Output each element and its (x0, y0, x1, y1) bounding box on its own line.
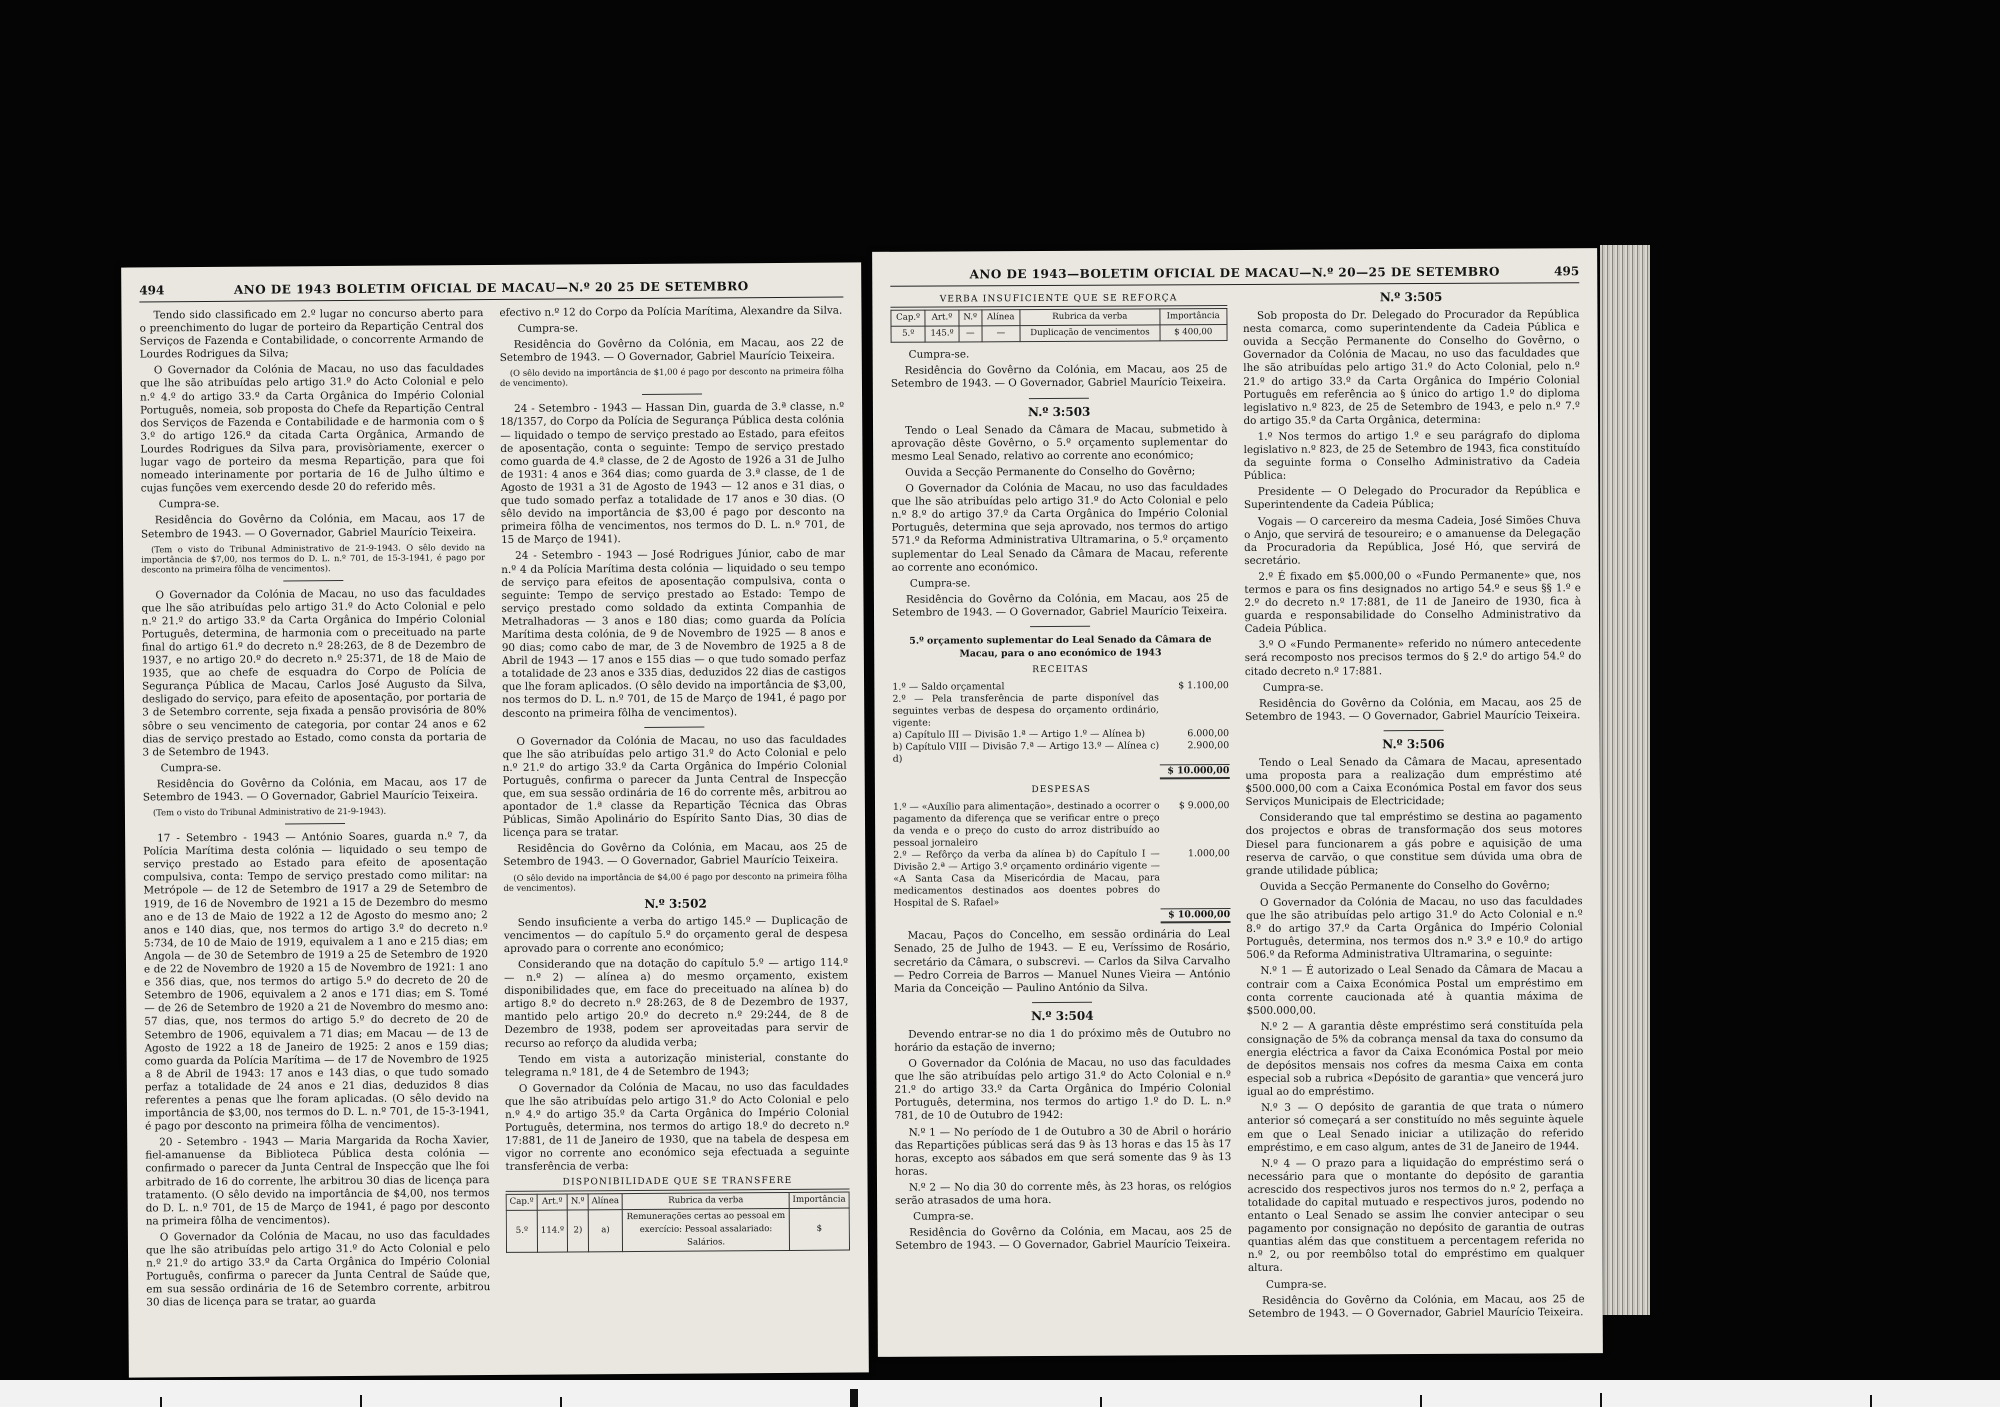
budget-row-label: 2.º — Refôrço da verba da alínea b) do Capítulo I — Divisão 2.ª — Artigo 3.º orçamento ordinário vigente — «A Santa Casa da Misericórdia de Macau, para medicamentos destinados aos doentes pobres do Hospital de S. Rafael» (893, 848, 1160, 910)
separator (1030, 626, 1090, 627)
left-column-1 (139, 307, 490, 1363)
paragraph: 3.º O «Fundo Permanente» referido no número antecedente será recomposto nos precisos termos do § 2.º do artigo 54.º do citado decreto n.º 17:881. (1244, 637, 1582, 678)
paragraph: N.º 3 — O depósito de garantia de que trata o número anterior só começará a ser constituído no mês seguinte àquele em que o Leal Senado iniciar a utilização do referido empréstimo, e em caso algum, antes de 31 de Janeiro de 1944. (1247, 1100, 1584, 1154)
paragraph: Considerando que tal empréstimo se destina ao pagamento dos projectos e obras de transformação dos seus motores Diesel para funcionarem a gás pobre e aquisição de uma reserva de carvão, o que constitue sem dúvida uma obra de grande utilidade pública; (1245, 810, 1583, 877)
table-header: Importância (789, 1192, 849, 1209)
reinforce-table (890, 308, 1227, 343)
paragraph: N.º 1 — No período de 1 de Outubro a 30 de Abril o horário das Repartições públicas será das 9 às 13 horas e das 15 às 17 horas, excepto aos sábados em que será somente das 9 às 13 horas. (894, 1124, 1232, 1178)
budget-row-amount: $ 9.000,00 (1178, 800, 1230, 812)
table-header: Alínea (588, 1193, 623, 1209)
paragraph: Tendo sido classificado em 2.º lugar no concurso aberto para o preenchimento do lugar de porteiro da Repartição Central dos Serviços de Fazenda e Contabilidade, o concorrente Armando de Lourdes Rodrigues da Silva; (139, 307, 484, 361)
paragraph: Tendo o Leal Senado da Câmara de Macau, apresentado uma proposta para a realização dum empréstimo até $500.000,00 com a Caixa Económica Postal em favor dos seus Serviços Municipais de Electricidade; (1245, 755, 1582, 809)
despesas-total: $ 10.000,00 (1160, 908, 1230, 923)
table-cell: 5.º (891, 326, 925, 342)
signature-line: Residência do Govêrno da Colónia, em Macau, aos 17 de Setembro de 1943. — O Governador, Gabriel Maurício Teixeira. (140, 512, 485, 540)
right-page-header (890, 262, 1579, 287)
budget-row-amount: 2.900,00 (1187, 740, 1230, 752)
right-page (872, 248, 1603, 1357)
budget-row (893, 848, 1230, 910)
signature-line: Residência do Govêrno da Colónia, em Macau, aos 25 de Setembro de 1943. — O Governador, Gabriel Maurício Teixeira. (503, 840, 848, 869)
paragraph: Sendo insuficiente a verba do artigo 145.º — Duplicação de vencimentos — do capítulo 5.º do orçamento geral de despesa aprovado para o corrente ano económico; (503, 914, 848, 955)
budget-row-label: a) Capítulo III — Divisão 1.ª — Artigo 1.º — Alínea b) (892, 728, 1146, 742)
table-title: VERBA INSUFICIENTE QUE SE REFORÇA (890, 292, 1227, 308)
scan-mark (850, 1389, 858, 1407)
separator (642, 394, 702, 395)
paragraph: N.º 4 — O prazo para a liquidação do empréstimo será o necessário para que o montante do depósito de garantia acrescido dos respectivos juros nos termos do n.º 2, perfaça a totalidade do capital mutuado e respectivos juros, podendo no entanto o Leal Senado se assim lhe convier antecipar o seu pagamento por consignação no depósito de garantia de outras quantias além das que constituem a percentagem referida no n.º 2, ou por reembôlso total do empréstimo em qualquer altura. (1247, 1155, 1585, 1275)
transfer-table (506, 1191, 850, 1253)
separator (1032, 1002, 1092, 1003)
paragraph: 20 - Setembro - 1943 — Maria Margarida da Rocha Xavier, fiel-amanuense da Biblioteca Pública desta colónia — confirmado o parecer da Junta Central de Inspecção que lhe foi arbitrado de 16 do corrente, lhe arbitrou 30 dias de licença para tratamento. (O sêlo devido na importância de $4,00, nos termos do D. L. n.º 701, de 15 de Março de 1941, é pago por desconto na primeira fôlha de vencimentos). (145, 1134, 490, 1228)
cumpra-se: Cumpra-se. (908, 348, 970, 361)
table-cell: — (959, 326, 982, 342)
paragraph: O Governador da Colónia de Macau, no uso das faculdades que lhe são atribuídas pelo artigo 31.º do Acto Colonial e n.º 21.º do artigo 33.º da Carta Orgânica do Império Colonial Português, determina, nos termos do artigo 1.º do D. L. n.º 781, de 10 de Outubro de 1942: (894, 1056, 1232, 1123)
table-cell: 114.º (537, 1210, 567, 1252)
paragraph: 17 - Setembro - 1943 — António Soares, guarda n.º 7, da Polícia Marítima desta colónia — liquidado o seu tempo de serviço prestado ao Estado para efeito de aposentação compulsiva, conta: Tempo de serviço prestado como militar: na Metrópole — de 12 de Setembro de 1917 a 29 de Setembro de 1919, de 16 de Novembro de 1921 a 15 de Dezembro do mesmo ano e de 13 de Maio de 1922 a 12 de Agosto do mesmo ano; 2 anos e 140 dias, que, nos termos do artigo 3.º do decreto n.º 5:734, de 10 de Maio de 1919, equivalem a 1 ano e 215 dias; em Angola — de 30 de Setembro de 1919 a 25 de Setembro de 1920 e de 22 de Novembro de 1920 a 15 de Novembro de 1921: 1 ano e 356 dias, que, nos termos do artigo 5.º do decreto de 20 de Setembro de 1906, equivalem a 2 anos e 171 dias; em S. Tomé — de 26 de Setembro de 1920 a 21 de Novembro do mesmo ano: 57 dias, que, nos termos do artigo 5.º do decreto de 20 de Setembro de 1906, equivalem a 71 dias; em Macau — de 13 de Agosto de 1922 a 18 de Janeiro de 1925: 2 anos e 159 dias; como guarda da Polícia Marítima — de 17 de Novembro de 1925 a 8 de Abril de 1943: 17 anos e 143 dias, o que tudo somado perfaz a totalidade de 24 anos e 21 dias, deduzidos 8 dias referentes a penas que lhe foram aplicadas. (O sêlo devido na importância de $3,00, nos termos do D. L. n.º 701, de 15-3-1941, é pago por desconto na primeira fôlha de vencimentos). (143, 830, 490, 1133)
paragraph: Ouvida a Secção Permanente do Conselho do Govêrno; (905, 465, 1196, 479)
right-page-number: 495 (1554, 264, 1580, 279)
decree-number-3504: N.º 3:504 (1031, 1008, 1094, 1023)
decree-number-3506: N.º 3:506 (1382, 736, 1445, 752)
left-column-2 (499, 305, 850, 1361)
table-cell: Duplicação de vencimentos (1020, 325, 1160, 342)
paragraph: N.º 1 — É autorizado o Leal Senado da Câmara de Macau a contrair com a Caixa Económica Postal um empréstimo em conta corrente caucionada até à quantia máxima de $500.000,00. (1246, 963, 1584, 1017)
paragraph: N.º 2 — No dia 30 do corrente mês, às 23 horas, os relógios serão atrasados de uma hora. (895, 1179, 1232, 1207)
scan-mark (1420, 1395, 1422, 1407)
table-title: DISPONIBILIDADE QUE SE TRANSFERE (505, 1175, 849, 1191)
paragraph: O Governador da Colónia de Macau, no uso das faculdades que lhe são atribuídas pelo artigo 31.º do Acto Colonial e pelo n.º 4.º do artigo 35.º da Carta Orgânica do Império Colonial Português, determina, nos termos do artigo 18.º do decreto n.º 17:881, de 11 de Janeiro de 1930, que na tabela de despesa em vigor no corrente ano económico seja efectuada a seguinte transferência de verba: (504, 1080, 850, 1174)
paragraph: Ouvida a Secção Permanente do Conselho do Govêrno; (1259, 879, 1550, 893)
paragraph: Vogais — O carcereiro da mesma Cadeia, José Simões Chuva o Anjo, que servirá de tesoureiro; e o amanuense da Delegação da Procuradoria da República, José Hó, que servirá de secretário. (1244, 513, 1581, 567)
paragraph: Tendo o Leal Senado da Câmara de Macau, submetido à aprovação dêste Govêrno, o 5.º orçamento suplementar do mesmo Leal Senado, relativo ao corrente ano económico; (891, 422, 1228, 463)
right-column-2 (1243, 290, 1585, 1341)
table-header: Art.º (925, 310, 959, 326)
paragraph: Tendo em vista a autorização ministerial, constante do telegrama n.º 181, de 4 de Setembro de 1943; (504, 1051, 849, 1079)
signature-line: Residência do Govêrno da Colónia, em Macau, aos 25 de Setembro de 1943. — O Governador, Gabriel Maurício Teixeira. (890, 363, 1228, 391)
note: (O sêlo devido na importância de $1,00 é pago por desconto na primeira fôlha de vencimento). (499, 365, 844, 389)
signature-line: Residência do Govêrno da Colónia, em Macau, aos 25 de Setembro de 1943. — O Governador, Gabriel Maurício Teixeira. (1245, 695, 1582, 723)
cumpra-se: Cumpra-se. (160, 761, 222, 775)
right-column-1 (890, 292, 1232, 1343)
decree-number-3503: N.º 3:503 (1027, 404, 1091, 419)
paragraph: Sob proposta do Dr. Delegado do Procurador da República nesta comarca, como superintendente da Cadeia Pública e ouvida a Secção Permanente do Conselho do Govêrno, o Governador da Colónia de Macau, no uso das faculdades que lhe são atribuídas pelo artigo 31.º do Acto Colonial, pelo n.º 21.º do artigo 33.º da Carta Orgânica do Império Colonial Português em referência ao § único do artigo 1.º do diploma legislativo n.º 823, de 25 de Setembro de 1943, e pelo n.º 7.º do artigo 35.º da Carta Orgânica, determina: (1242, 308, 1580, 427)
note: (Tem o visto do Tribunal Administrativo de 21-9-1943). (152, 805, 387, 818)
scan-mark (360, 1395, 362, 1407)
paragraph: 24 - Setembro - 1943 — José Rodrigues Júnior, cabo de mar n.º 4 da Polícia Marítima desta colónia — liquidado o seu tempo de serviço para efeitos de aposentação compulsiva, conta o seguinte: Tempo de serviço prestado ao Estado: Tempo de serviço prestado como soldado da extinta Companhia de Metralhadoras — 3 anos e 180 dias; como guarda da Polícia Marítima desta colónia, de 9 de Novembro de 1925 — 8 anos e 90 dias; como cabo de mar, de 3 de Novembro de 1925 a 8 de Abril de 1943 — 17 anos e 155 dias — o que tudo somado perfaz a totalidade de 23 anos e 335 dias, deduzidos 22 dias de castigos que lhe foram aplicados. (O sêlo devido na importância de $3,00, nos termos do D. L. n.º 701, de 15 de Março de 1941, é pago por desconto na primeira fôlha de vencimentos). (501, 547, 847, 720)
budget-row (892, 692, 1229, 730)
scan-mark (560, 1397, 562, 1407)
table-cell: 145.º (925, 326, 959, 342)
paragraph: N.º 2 — A garantia dêste empréstimo será constituída pela consignação de 5% da cobrança mensal da taxa do consumo da energia eléctrica a favor da Caixa Económica Postal por meio de depósitos mensais nos cofres da mesma Caixa em conta especial sob a rubrica «Depósito de garantia» que vencerá juro igual ao do empréstimo. (1246, 1018, 1584, 1099)
table-header: Rubrica da verba (622, 1192, 789, 1209)
book-page-edges (1600, 245, 1650, 1315)
signature-line: Residência do Govêrno da Colónia, em Macau, aos 25 de Setembro de 1943. — O Governador, Gabriel Maurício Teixeira. (1248, 1292, 1585, 1320)
paragraph: O Governador da Colónia de Macau, no uso das faculdades que lhe são atribuídas pelo artigo 31.º do Acto Colonial e pelo n.º 21.º do artigo 33.º da Carta Orgânica do Império Colonial Português, confirma o parecer da Junta Central de Saúde que, em sua sessão ordinária de 16 de Setembro corrente, arbitrou 30 dias de licença para se tratar, ao guarda (145, 1228, 491, 1309)
receitas-heading: RECEITAS (1032, 664, 1089, 676)
signature-line: Residência do Govêrno da Colónia, em Macau, aos 25 de Setembro de 1943. — O Governador, Gabriel Maurício Teixeira. (891, 591, 1229, 619)
left-page-header (139, 277, 843, 303)
cumpra-se: Cumpra-se. (158, 498, 220, 511)
table-cell: a) (588, 1209, 623, 1252)
cumpra-se: Cumpra-se. (1262, 681, 1324, 694)
budget-row (893, 800, 1230, 850)
scan-mark (1100, 1397, 1102, 1407)
table-cell: $ (789, 1208, 849, 1251)
table-cell: $ 400,00 (1160, 325, 1227, 341)
separator (285, 823, 345, 824)
table-header: Alínea (982, 310, 1020, 326)
paragraph: O Governador da Colónia de Macau, no uso das faculdades que lhe são atribuídas pelo artigo 31.º do Acto Colonial e pelo n.º 21.º do artigo 33.º da Carta Orgânica do Império Colonial Português, determina, de harmonia com o preceituado na parte final do artigo 61.º do decreto n.º 28:263, de 8 de Dezembro de 1937, e no artigo 20.º do decreto n.º 25:371, de 18 de Maio de 1935, que ao chefe de esquadra do Corpo de Polícia de Segurança Pública de Macau, Carlos José Augusto da Silva, desligado do serviço, para efeito de aposentação, por portaria de 3 de Setembro corrente, seja fixada a pensão provisória de 80% sôbre o seu vencimento de categoria, por contar 24 anos e 62 dias de serviço prestado ao Estado, como consta da portaria de 3 de Setembro de 1943. (141, 586, 487, 759)
table-cell: 5.º (506, 1210, 537, 1252)
paragraph: Considerando que na dotação do capítulo 5.º — artigo 114.º — n.º 2) — alínea a) do mesmo orçamento, existem disponibilidades que, em face do preceituado na alínea b) do artigo 8.º do decreto n.º 28:263, de 8 de Dezembro de 1937, mantido pelo artigo 20.º do decreto n.º 29:244, de 8 de Dezembro de 1938, podem ser aproveitadas para servir de recurso ao reforço da aludida verba; (504, 956, 849, 1050)
right-page-running-title: ANO DE 1943—BOLETIM OFICIAL DE MACAU—N.º 20—25 DE SETEMBRO (969, 264, 1500, 282)
separator (1383, 730, 1443, 731)
table-header: Art.º (537, 1194, 567, 1210)
paragraph: O Governador da Colónia de Macau, no uso das faculdades que lhe são atribuídas pelo artigo 31.º do Acto Colonial e pelo n.º 21.º do artigo 33.º da Carta Orgânica do Império Colonial Português, confirma o parecer da Junta Central de Inspecção que, em sua sessão ordinária de 16 do corrente mês, arbitrou ao apontador de 1.ª classe da Repartição Técnica das Obras Públicas, Simão Apolinário do Espírito Santo Dias, 30 dias de licença para se tratar. (502, 733, 848, 840)
paragraph: Devendo entrar-se no dia 1 do próximo mês de Outubro no horário da estação de inverno; (894, 1026, 1231, 1054)
table-row (891, 325, 1227, 343)
table-header: Cap.º (891, 310, 925, 326)
separator (1029, 397, 1089, 398)
paragraph: 2.º É fixado em $5.000,00 o «Fundo Permanente» que, nos termos e para os fins designados no artigo 54.º e seus §§ 1.º e 2.º do decreto n.º 17:881, de 11 de Janeiro de 1930, fica à guarda e responsabilidade do Conselho Administrativo da Cadeia Pública. (1244, 569, 1582, 636)
paragraph: Presidente — O Delegado do Procurador da República e Superintendente da Cadeia Pública; (1243, 484, 1581, 512)
budget-row-label: 1.º — Saldo orçamental (892, 681, 1005, 694)
paragraph: 1.º Nos termos do artigo 1.º e seu parágrafo do diploma legislativo n.º 823, de 25 de Setembro de 1943, fica constituído da seguinte forma o Conselho Administrativo da Cadeia Pública: (1243, 429, 1581, 483)
budget-row-amount (1159, 692, 1229, 728)
table-header: N.º (567, 1193, 588, 1209)
table-cell: 2) (567, 1209, 588, 1251)
note: (Tem o visto do Tribunal Administrativo de 21-9-1943. O sêlo devido na importância de $7,00, nos termos do D. L. n.º 701, de 15-3-1941, é pago por desconto na primeira fôlha de vencimentos). (141, 541, 486, 575)
cumpra-se: Cumpra-se. (909, 577, 971, 590)
budget-row-amount: 1.000,00 (1187, 848, 1230, 860)
budget-total (894, 908, 1231, 925)
paragraph: O Governador da Colónia de Macau, no uso das faculdades que lhe são atribuídas pelo artigo 31.º do Acto Colonial e pelo n.º 4.º do artigo 33.º da Carta Orgânica do Império Colonial Português, nomeia, sob proposta do Chefe da Repartição Central dos Serviços de Fazenda e Contabilidade e de harmonia com o § 3.º do artigo 126.º da citada Carta Orgânica, Armando de Lourdes Rodrigues da Silva para, provisòriamente, exercer o lugar vago de porteiro da mesma Repartição, para que foi nomeado interinamente por portaria de 16 de Julho último e cujas funções vem exercendo desde 20 do referido mês. (139, 362, 485, 495)
budget-row-amount: $ 1.100,00 (1178, 680, 1229, 692)
separator (283, 580, 343, 581)
paragraph: 24 - Setembro - 1943 — Hassan Din, guarda de 3.ª classe, n.º 18/1357, do Corpo da Polícia de Segurança Pública desta colónia — liquidado o tempo de serviço prestado ao Estado, para efeitos de aposentação, conta o seguinte: Tempo de serviço prestado como guarda de 4.ª classe, de 2 de Agosto de 1926 a 31 de Julho de 1931: 4 anos e 364 dias; como guarda de 3.ª classe, de 1 de Agosto de 1931 a 31 de Agosto de 1943 — 12 anos e 31 dias, o que tudo somado perfaz a totalidade de 17 anos e 30 dias. (O sêlo devido na importância de $3,00 é pago por desconto na primeira fôlha de vencimentos, nos termos do D. L. n.º 701, de 15 de Março de 1941). (500, 400, 845, 547)
table-cell: Remunerações certas ao pessoal em exercício: Pessoal assalariado: Salários. (623, 1208, 790, 1251)
scanner-bottom-strip (0, 1380, 2000, 1407)
paragraph: O Governador da Colónia de Macau, no uso das faculdades que lhe são atribuídas pelo artigo 31.º do Acto Colonial e n.º 8.º do artigo 37.º da Carta Orgânica do Império Colonial Português, determina, nos termos dos n.º 3.º e 10.º do artigo 506.º da Reforma Administrativa Ultramarina, o seguinte: (1246, 895, 1583, 962)
separator (644, 726, 704, 727)
cumpra-se: Cumpra-se. (1265, 1278, 1327, 1291)
budget-total (893, 764, 1230, 781)
signature-line: Residência do Govêrno da Colónia, em Macau, aos 22 de Setembro de 1943. — O Governador, Gabriel Maurício Teixeira. (499, 336, 844, 365)
table-header: Cap.º (506, 1194, 537, 1210)
decree-number-3505: N.º 3:505 (1379, 290, 1443, 305)
despesas-heading: DESPESAS (1031, 785, 1091, 796)
signature-line: Residência do Govêrno da Colónia, em Macau, aos 25 de Setembro de 1943. — O Governador, Gabriel Maurício Teixeira. (895, 1225, 1232, 1253)
left-page-number: 494 (139, 283, 165, 298)
paragraph: O Governador da Colónia de Macau, no uso das faculdades que lhe são atribuídas pelo artigo 31.º do Acto Colonial e pelo n.º 8.º do artigo 37.º da Carta Orgânica do Império Colonial Português, determina que seja aprovado, nos termos do artigo 571.º da Reforma Administrativa Ultramarina, o 5.º orçamento suplementar do Leal Senado da Câmara de Macau, referente ao corrente ano económico. (891, 481, 1229, 574)
cumpra-se: Cumpra-se. (517, 322, 579, 335)
table-row (506, 1208, 849, 1253)
signature-line: Residência do Govêrno da Colónia, em Macau, aos 17 de Setembro de 1943. — O Governador, Gabriel Maurício Teixeira. (142, 775, 487, 804)
receitas-total: $ 10.000,00 (1159, 764, 1229, 779)
note: (O sêlo devido na importância de $4,00 é pago por desconto na primeira fôlha de vencimentos). (503, 870, 848, 893)
budget-row (893, 740, 1230, 766)
left-page (121, 262, 869, 1377)
budget-row-label: b) Capítulo VIII — Divisão 7.ª — Artigo 13.º — Alínea c) d) (892, 740, 1160, 766)
table-header: Importância (1160, 309, 1227, 325)
table-cell: — (982, 326, 1020, 342)
scan-mark (1870, 1395, 1872, 1407)
left-page-running-title: ANO DE 1943 BOLETIM OFICIAL DE MACAU—N.º 20 25 DE SETEMBRO (233, 279, 749, 297)
cumpra-se: Cumpra-se. (913, 1210, 974, 1223)
budget-row-label: 1.º — «Auxílio para alimentação», destinado a ocorrer o pagamento da diferença que se verificar entre o preço da venda e o preço do custo do arroz distribuído ao pessoal jornaleiro (892, 800, 1160, 850)
budget-row-label: 2.º — Pela transferência de parte disponível das seguintes verbas de despesa do orçamento ordinário, vigente: (892, 692, 1160, 730)
table-header: N.º (959, 310, 982, 326)
paragraph: Macau, Paços do Concelho, em sessão ordinária do Leal Senado, 25 de Julho de 1943. — E eu, Veríssimo de Rosário, secretário da Câmara, o subscrevi. — Carlos da Silva Carvalho — Pedro Correia de Barros — Manuel Nunes Vieira — António Maria da Conceição — Paulino António da Silva. (893, 928, 1231, 995)
table-header: Rubrica da verba (1020, 309, 1160, 326)
scan-mark (160, 1397, 162, 1407)
budget-title: 5.º orçamento suplementar do Leal Senado da Câmara de Macau, para o ano económico de 1943 (909, 634, 1212, 660)
decree-number-3502: N.º 3:502 (644, 896, 707, 911)
scan-mark (1600, 1393, 1602, 1407)
budget-row-amount: 6.000,00 (1187, 728, 1230, 740)
paragraph: efectivo n.º 12 do Corpo da Polícia Marítima, Alexandre da Silva. (499, 304, 843, 319)
